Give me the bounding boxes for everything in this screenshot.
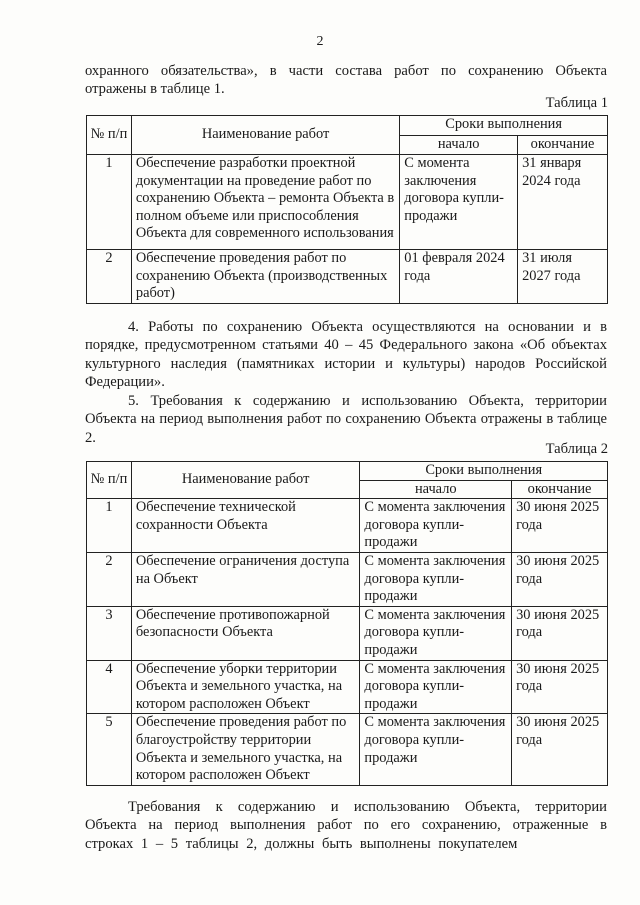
table-row [87, 250, 608, 304]
table2-header-name: Наименование работ [131, 462, 360, 499]
table1-caption: Таблица 1 [545, 95, 608, 111]
table1-header-terms: Сроки выполнения [400, 116, 608, 136]
table2-header-end: окончание [512, 480, 608, 499]
table2-header-start: начало [360, 480, 512, 499]
table-row [87, 660, 608, 714]
row-start: 01 февраля 2024 года [400, 250, 518, 304]
table2-caption: Таблица 2 [545, 441, 608, 457]
intro-paragraph [85, 62, 607, 99]
row-end: 30 июня 2025 года [512, 499, 608, 553]
row-num: 2 [87, 552, 132, 606]
table-row [87, 155, 608, 250]
row-name: Обеспечение проведения работ по сохранению Объекта (производственных работ) [131, 250, 399, 304]
page-number: 2 [316, 34, 324, 49]
row-start: С момента заключения договора купли-продажи [360, 714, 512, 785]
table2-header-terms: Сроки выполнения [360, 462, 608, 481]
intro-line-2: отражены в таблице 1. [85, 81, 225, 98]
row-name: Обеспечение противопожарной безопасности Объекта [131, 606, 360, 660]
row-start: С момента заключения договора купли-продажи [360, 552, 512, 606]
final-paragraph: Требования к содержанию и использованию Объекта, территории Объекта на период выполнения работ по его сохранению, отраженные в строках 1 – 5 таблицы 2, должны быть выполнены покупателем [85, 799, 607, 852]
intro-line-1: охранного обязательства», в части состава работ по сохранению Объекта [85, 63, 607, 79]
row-name: Обеспечение технической сохранности Объекта [131, 499, 360, 553]
table-row [87, 499, 608, 553]
row-name: Обеспечение разработки проектной документации на проведение работ по сохранению Объекта – ремонта Объекта в полном объеме или приспособления Объекта для современного использования [131, 155, 399, 250]
table1-header-end: окончание [518, 135, 608, 155]
row-name: Обеспечение ограничения доступа на Объект [131, 552, 360, 606]
row-end: 30 июня 2025 года [512, 660, 608, 714]
row-num: 4 [87, 660, 132, 714]
table-1 [86, 115, 608, 304]
row-name: Обеспечение уборки территории Объекта и земельного участка, на котором расположен Объект [131, 660, 360, 714]
paragraph-4: 4. Работы по сохранению Объекта осуществляются на основании и в порядке, предусмотренном статьями 40 – 45 Федерального закона «Об объектах культурного наследия (памятниках истории и культуры) народов Российской Федерации». [85, 319, 607, 391]
row-num: 1 [87, 155, 132, 250]
row-start: С момента заключения договора купли-продажи [400, 155, 518, 250]
table2-header-num: № п/п [87, 462, 132, 499]
row-start: С момента заключения договора купли-продажи [360, 499, 512, 553]
table-row [87, 714, 608, 785]
table-row [87, 552, 608, 606]
row-num: 5 [87, 714, 132, 785]
row-end: 30 июня 2025 года [512, 552, 608, 606]
table1-header-start: начало [400, 135, 518, 155]
row-num: 2 [87, 250, 132, 304]
row-num: 1 [87, 499, 132, 553]
table1-header-num: № п/п [87, 116, 132, 155]
row-end: 31 января 2024 года [518, 155, 608, 250]
row-start: С момента заключения договора купли-продажи [360, 606, 512, 660]
table-2 [86, 461, 608, 786]
table1-header-name: Наименование работ [131, 116, 399, 155]
row-start: С момента заключения договора купли-продажи [360, 660, 512, 714]
paragraph-5: 5. Требования к содержанию и использованию Объекта, территории Объекта на период выполнения работ по сохранению Объекта отражены в таблице 2. [85, 393, 607, 446]
row-end: 30 июня 2025 года [512, 606, 608, 660]
row-name: Обеспечение проведения работ по благоустройству территории Объекта и земельного участка, на котором расположен Объект [131, 714, 360, 785]
row-end: 31 июля 2027 года [518, 250, 608, 304]
row-end: 30 июня 2025 года [512, 714, 608, 785]
row-num: 3 [87, 606, 132, 660]
table-row [87, 606, 608, 660]
